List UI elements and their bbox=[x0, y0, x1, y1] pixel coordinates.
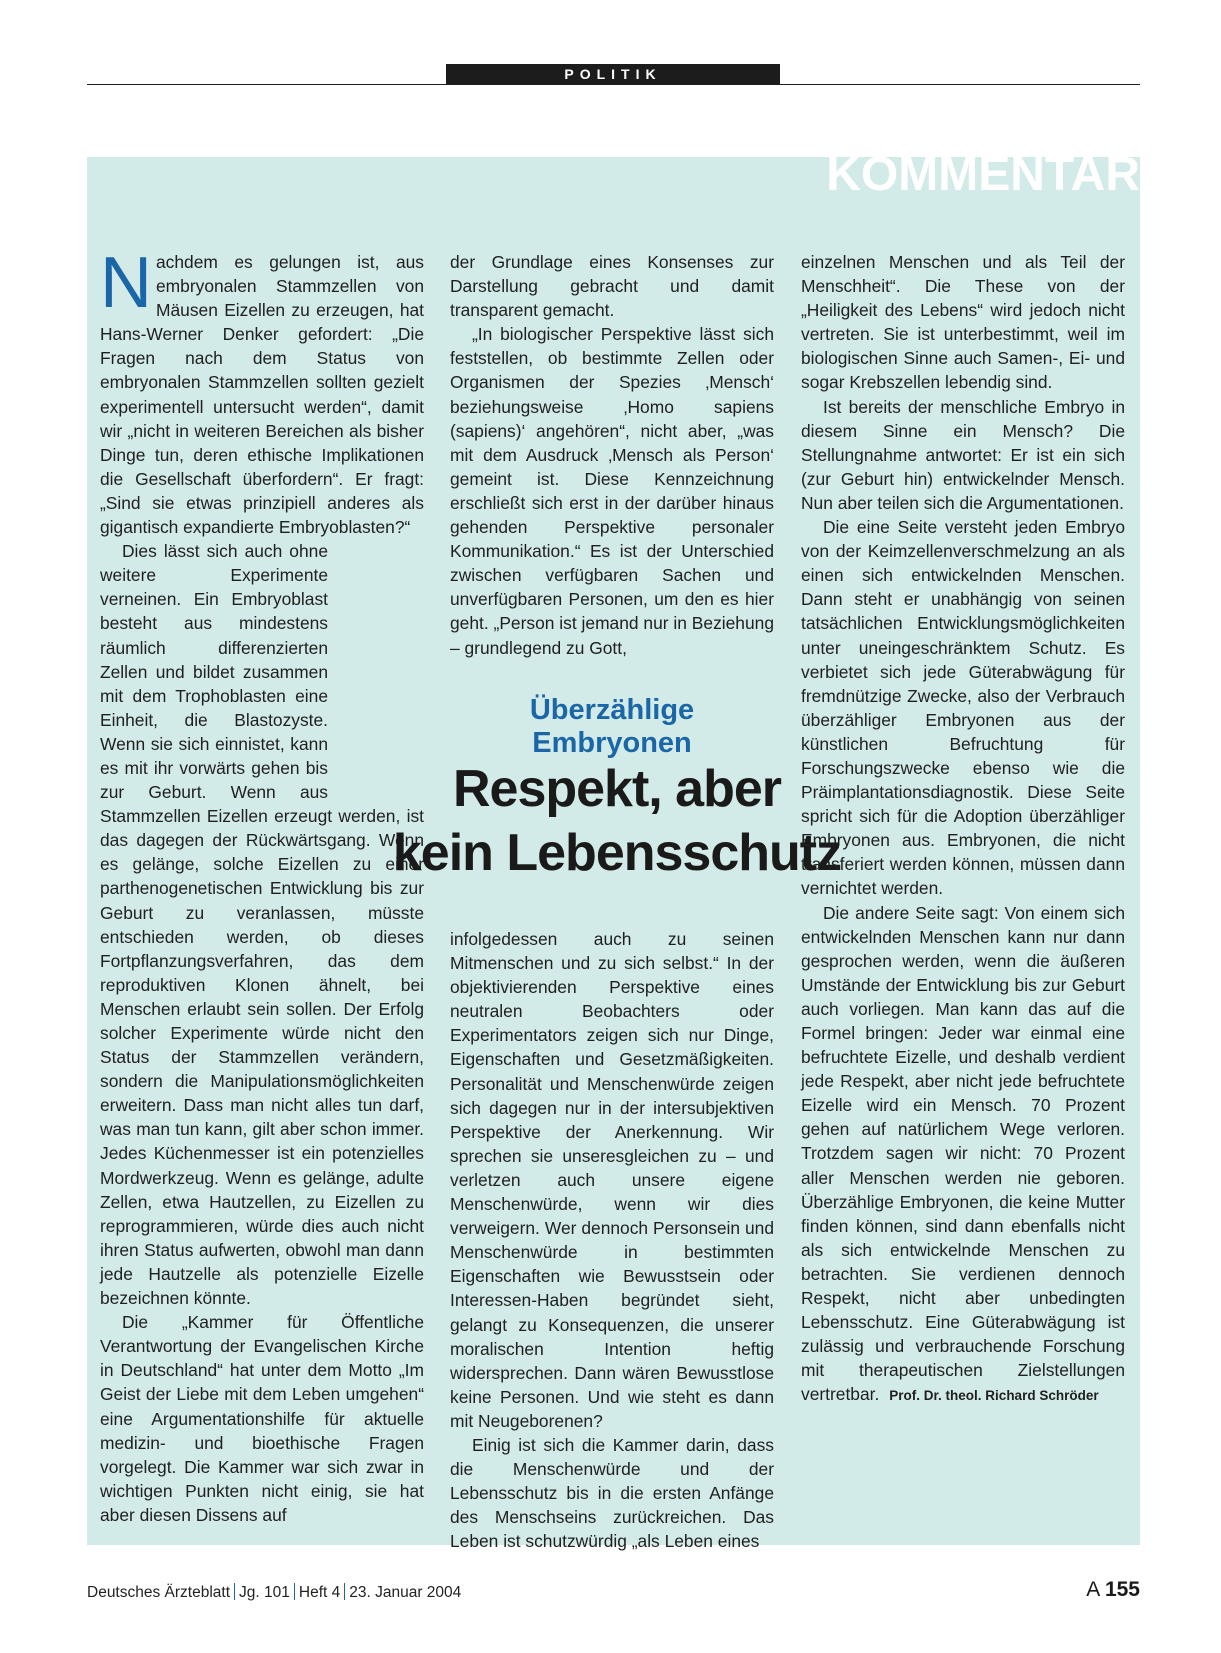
paragraph: einzelnen Menschen und als Teil der Menschheit“. Die These von der „Heiligkeit des Lebens“ wird jedoch nicht vertreten. Sie ist unterbestimmt, weil im biologischen Sinne auch Samen-, Ei- und sogar Krebszellen lebendig sind. bbox=[801, 252, 1125, 393]
headline-line-2: kein Lebensschutz bbox=[392, 824, 842, 882]
journal-date: 23. Januar 2004 bbox=[349, 1584, 462, 1601]
article-kicker: Überzählige Embryonen bbox=[529, 694, 695, 759]
journal-name: Deutsches Ärzteblatt bbox=[87, 1584, 231, 1601]
box-label: KOMMENTAR bbox=[826, 148, 1140, 201]
paragraph-text: Die andere Seite sagt: Von einem sich entwickelnden Menschen kann nur dann gesprochen werden, wenn die äußeren Umstände der Entwicklung bis zur Geburt auch vorliegen. Man kann das auf die Formel bringen: Jeder war einmal eine befruchtete Eizelle, und deshalb verdient jede Respekt, aber nicht jede befruchtete Eizelle wird ein Mensch. 70 Prozent gehen auf natürlichem Wege verloren. Trotzdem sagen wir nicht: 70 Prozent aller Menschen werden nie geboren. Überzählige Embryonen, die keine Mutter finden können, sind dann ebenfalls nicht als sich entwickelnde Menschen zu betrachten. Sie verdienen dennoch Respekt, nicht aber unbedingten Lebensschutz. Eine Güterabwägung ist zulässig und verbrauchende Forschung mit therapeutischen Zielstellungen vertretbar. bbox=[801, 902, 1125, 1405]
page-number-value: 155 bbox=[1104, 1578, 1140, 1601]
author-byline: Prof. Dr. theol. Richard Schröder bbox=[889, 1388, 1099, 1404]
footer-separator bbox=[234, 1583, 235, 1600]
paragraph bbox=[801, 901, 1125, 1409]
headline-wrap-spacer bbox=[328, 539, 424, 785]
commentary-box bbox=[87, 148, 1140, 1552]
article-headline bbox=[357, 757, 877, 885]
section-label: POLITIK bbox=[446, 64, 780, 85]
paragraph: infolgedessen auch zu seinen Mitmenschen und zu sich selbst.“ In der objektivierenden Perspektive eines neutralen Beobachters oder Experimentators zeigen sich nur Dinge, Eigenschaften und Gesetzmäßigkeiten. Personalität und Menschenwürde zeigen sich dagegen nur in der intersubjektiven Perspektive der Anerkennung. Wir sprechen sie unseresgleichen zu – und verletzen auch unsere eigene Menschenwürde, wenn wir dies verweigern. Wer dennoch Personsein und Menschenwürde in bestimmten Eigenschaften wie Bewusstsein oder Interessen-Haben begründet sieht, gelangt zu Konsequenzen, die unserer moralischen Intention heftig widersprechen. Dann wären Bewusstlose keine Personen. Und wie steht es dann mit Neugeborenen? bbox=[450, 929, 774, 1431]
drop-cap: N bbox=[100, 243, 152, 323]
footer-separator bbox=[294, 1583, 295, 1600]
paragraph: Einig ist sich die Kammer darin, dass die Menschenwürde und der Lebensschutz bis in die ersten Anfänge des Menschseins zurückreichen. Das Leben ist schutzwürdig „als Leben eines bbox=[450, 1434, 774, 1552]
column-1 bbox=[100, 243, 424, 1527]
paragraph-text: Die eine Seite versteht jeden Embryo von der Keimzellenverschmelzung an als einen sich entwickelnden Menschen. Dann steht er unabhängig von seinen tatsächlichen Entwicklungsmöglichkeiten unter uneingeschränktem Schutz. Es verbietet sich jede Güterabwägung für fremdnützige Zwecke, also der Verbrauch überzähliger Embryonen aus der künstlichen Befruchtung für Forschungszwecke ebenso wie die Präimplantationsdiagnostik. Diese Seite spricht sich für die Adoption überzähliger Embryonen aus. Embryonen, die nicht transferiert werden können, müssen dann vernichtet werden. bbox=[801, 517, 1125, 899]
footer-citation bbox=[87, 1583, 461, 1602]
headline-line-1: Respekt, aber bbox=[452, 760, 782, 818]
journal-issue: Heft 4 bbox=[298, 1584, 341, 1601]
paragraph-text: achdem es gelungen ist, aus embryonalen Stammzellen von Mäusen Eizellen zu erzeugen, hat Hans-Werner Denker gefordert: „Die Fragen nach dem Status von embryonalen Stammzellen sollten gezielt experimentell untersucht werden“, damit wir „nicht in weiteren Bereichen als bisher Dinge tun, deren ethische Implikationen die Gesellschaft überfordern“. Er fragt: „Sind sie etwas prinzipiell anderes als gigantisch expandierte Embryoblasten?“ bbox=[100, 252, 424, 538]
page-prefix: A bbox=[1086, 1578, 1100, 1601]
page-number bbox=[1086, 1578, 1140, 1602]
paragraph: Die „Kammer für Öffentliche Verantwortung der Evangelischen Kirche in Deutschland“ hat unter dem Motto „Im Geist der Liebe mit dem Leben umgehen“ eine Argumentationshilfe für aktuelle medizin- und bioethische Fragen vorgelegt. Die Kammer war sich zwar in wichtigen Punkten nicht einig, sie hat aber diesen Dissens auf bbox=[100, 1312, 424, 1525]
paragraph: Ist bereits der menschliche Embryo in diesem Sinne ein Mensch? Die Stellungnahme antwortet: Er ist ein sich (zur Geburt hin) entwickelnder Mensch. Nun aber teilen sich die Argumentationen. bbox=[801, 396, 1125, 513]
paragraph: Dies lässt sich auch ohne weitere Experimente verneinen. Ein Embryoblast besteht aus mindestens räumlich differenzierten Zellen und bildet zusammen mit dem Trophoblasten eine Einheit, die Blastozyste. Wenn sie sich einnistet, kann es mit ihr vorwärts gehen bis zur Geburt. Wenn aus Stammzellen Eizellen erzeugt werden, ist das dagegen der Rückwärtsgang. Wenn es gelänge, solche Eizellen zu einer parthenogenetischen Entwicklung bis zur Geburt zu veranlassen, müsste entschieden werden, ob dieses Fortpflanzungsverfahren, das dem reproduktiven Klonen ähnelt, bei Menschen erlaubt sein sollen. Der Erfolg solcher Experimente würde nicht den Status der Stammzellen verändern, sondern die Manipulationsmöglichkeiten erweitern. Dass man nicht alles tun darf, was man tun kann, gilt aber schon immer. Jedes Küchenmesser ist ein potenzielles Mordwerkzeug. Wenn es gelänge, adulte Zellen, etwa Hautzellen, zu Eizellen zu reprogrammieren, würde dies auch nicht ihren Status aufwerten, obwohl man dann jede Hautzelle als potenzielle Eizelle bezeichnen könnte. bbox=[100, 541, 424, 1309]
column-2-bottom bbox=[450, 927, 774, 1553]
column-3 bbox=[801, 250, 1125, 1409]
paragraph: „In biologischer Perspektive lässt sich feststellen, ob bestimmte Zellen oder Organismen der Spezies ‚Mensch‘ beziehungsweise ‚Homo sapiens (sapiens)‘ angehören“, nicht aber, „was mit dem Ausdruck ‚Mensch als Person‘ gemeint ist. Diese Kennzeichnung erschließt sich erst in der darüber hinaus gehenden Perspektive personaler Kommunikation.“ Es ist der Unterschied zwischen verfügbaren Sachen und unverfügbaren Personen, um den es hier geht. „Person ist jemand nur in Beziehung – grundlegend zu Gott, bbox=[450, 324, 774, 658]
paragraph: der Grundlage eines Konsenses zur Darstellung gebracht und damit transparent gemacht. bbox=[450, 252, 774, 321]
column-2-top bbox=[450, 250, 774, 660]
paragraph bbox=[100, 243, 424, 539]
footer-separator bbox=[344, 1583, 345, 1600]
paragraph bbox=[801, 515, 1125, 901]
journal-volume: Jg. 101 bbox=[239, 1584, 290, 1601]
